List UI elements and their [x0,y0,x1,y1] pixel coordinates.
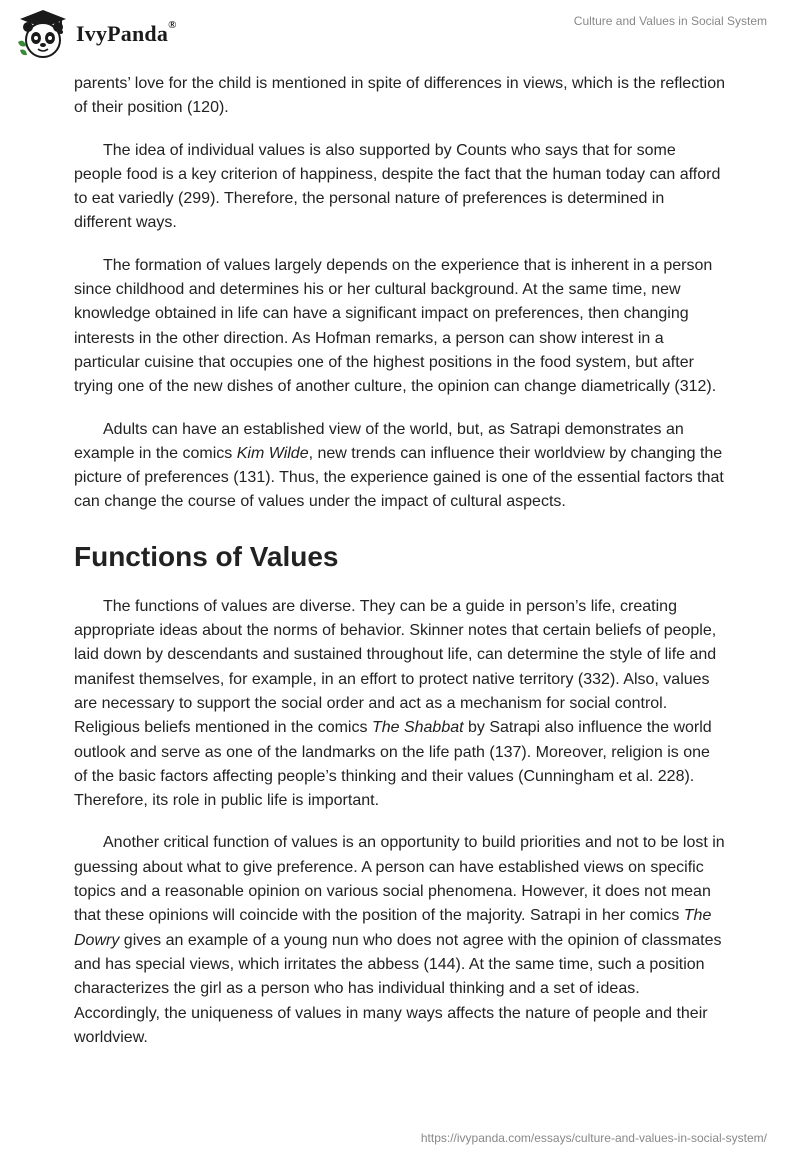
paragraph: Another critical function of values is an opportunity to build priorities and not to be lost in guessing about what to give preference. A person can have established views on specific topics and a reasonable opinion on various social phenomena. However, it does not mean that these opinions will coincide with the position of the majority. Satrapi in her comics The Dowry gives an example of a young nun who does not agree with the opinion of classmates and has special views, which irritates the abbess (144). At the same time, such a position characterizes the girl as a person who has individual thinking and a set of ideas. Accordingly, the uniqueness of values in many ways affects the nature of people and their worldview. [74,834,725,1046]
paragraph: The functions of values are diverse. They can be a guide in person’s life, creating appropriate ideas about the norms of behavior. Skinner notes that certain beliefs of people, laid down by descendants and sustained throughout life, can determine the style of life and manifest themselves, for example, in an effort to protect native territory (332). Also, values are necessary to support the social order and act as a mechanism for social control. Religious beliefs mentioned in the comics The Shabbat by Satrapi also influence the world outlook and serve as one of the landmarks on the life path (137). Moreover, religion is one of the basic factors affecting people’s thinking and their values (Cunningham et al. 228). Therefore, its role in public life is important. [74,597,717,810]
essay-content [74,72,726,1068]
document-title: Culture and Values in Social System [573,14,767,28]
brand-name: IvyPanda® [76,19,177,46]
comic-title: The Dowry [74,907,712,949]
panda-logo-icon [14,8,72,60]
paragraph: Adults can have an established view of the world, but, as Satrapi demonstrates an example in the comics Kim Wilde, new trends can influence their worldview by changing the picture of preferences (131). Thus, the experience gained is one of the essential factors that can change the course of values under the impact of cultural aspects. [74,420,724,511]
ivypanda-logo[interactable] [14,8,177,60]
comic-title: The Shabbat [371,719,464,737]
paragraph: The idea of individual values is also supported by Counts who says that for some people food is a key criterion of happiness, despite the fact that the human today can afford to eat variedly (299). Therefore, the personal nature of preferences is determined in different ways. [74,141,721,232]
source-url[interactable]: https://ivypanda.com/essays/culture-and-values-in-social-system/ [420,1131,767,1145]
paragraph: parents’ love for the child is mentioned in spite of differences in views, which is the reflection of their position (120). [74,75,725,117]
page-header [0,0,800,72]
comic-title: Kim Wilde [236,444,309,462]
paragraph: The formation of values largely depends on the experience that is inherent in a person since childhood and determines his or her cultural background. At the same time, new knowledge obtained in life can have a significant impact on preferences, then changing interests in the other direction. As Hofman remarks, a person can show interest in a particular cuisine that occupies one of the highest positions in the food system, but after trying one of the new dishes of another culture, the opinion can change diametrically (312). [74,256,717,396]
section-heading: Functions of Values [74,540,339,572]
